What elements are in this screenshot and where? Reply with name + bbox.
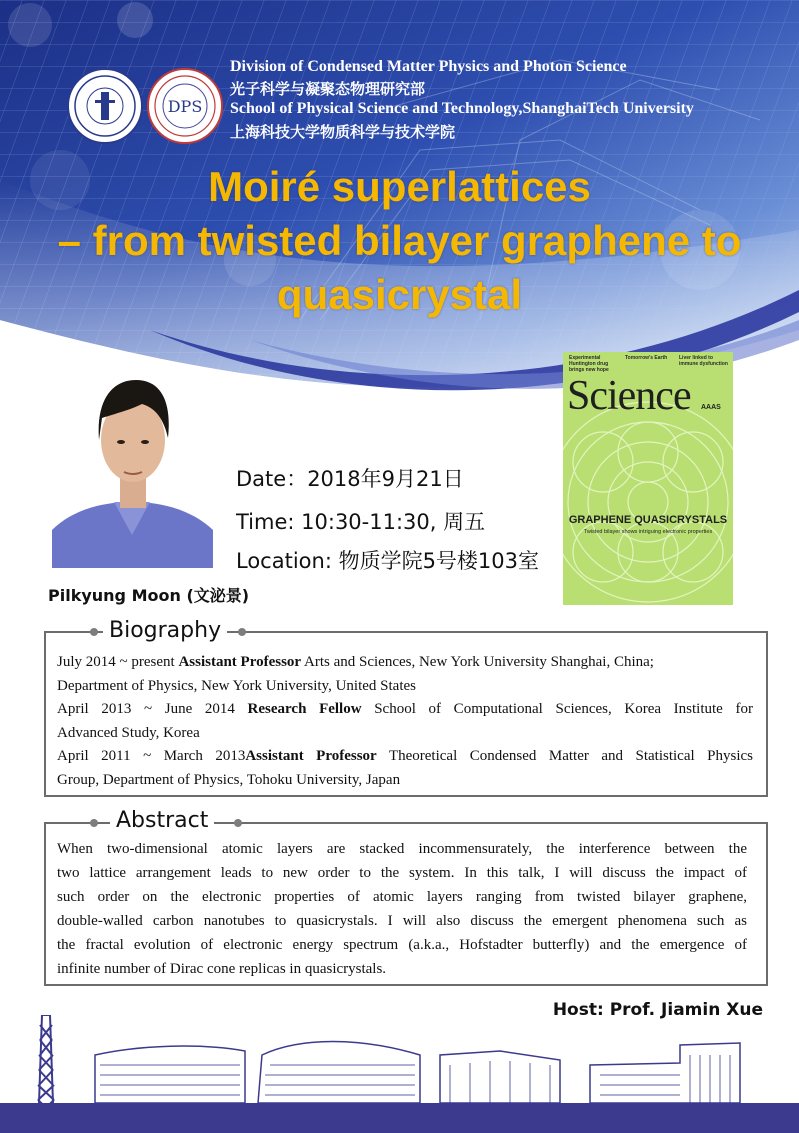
abstract-dot-left bbox=[90, 819, 98, 827]
division-name-cn: 光子科学与凝聚态物理研究部 bbox=[230, 80, 426, 98]
cover-headline: GRAPHENE QUASICRYSTALS bbox=[568, 514, 728, 526]
bio-line-4: Advanced Study, Korea bbox=[57, 724, 200, 741]
abstract-content bbox=[57, 837, 747, 981]
cover-masthead: Science bbox=[567, 373, 691, 419]
abstract-line-2: two lattice arrangement leads to new order to the system. In this talk, I will discuss the impact of bbox=[57, 865, 747, 881]
bio-line-2: Department of Physics, New York University, United States bbox=[57, 677, 416, 694]
speaker-name: Pilkyung Moon (文泌景) bbox=[48, 586, 250, 605]
speaker-photo bbox=[52, 370, 213, 568]
bio-line-5: April 2011 ~ March 2013Assistant Professor Theoretical Condensed Matter and Statistical Physics bbox=[57, 748, 753, 764]
abstract-line-3: such order on the electronic properties of atomic layers ranging from twisted bilayer graphene, bbox=[57, 889, 747, 905]
cover-aaas: AAAS bbox=[701, 404, 721, 411]
bio-line-6: Group, Department of Physics, Tohoku University, Japan bbox=[57, 771, 401, 788]
shanghaitech-logo bbox=[67, 68, 143, 144]
bio-line-3: April 2013 ~ June 2014 Research Fellow School of Computational Sciences, Korea Institute for bbox=[57, 701, 753, 717]
biography-dot-right bbox=[238, 628, 246, 636]
abstract-line-1: When two-dimensional atomic layers are stacked incommensurately, the interference between the bbox=[57, 841, 747, 857]
event-time: Time: 10:30-11:30, 周五 bbox=[236, 510, 486, 534]
school-name-cn: 上海科技大学物质科学与技术学院 bbox=[230, 123, 456, 141]
abstract-dot-right bbox=[234, 819, 242, 827]
talk-title bbox=[0, 160, 799, 322]
campus-skyline bbox=[0, 1015, 799, 1133]
biography-dot-left bbox=[90, 628, 98, 636]
abstract-line-6: infinite number of Dirac cone replicas in quasicrystals. bbox=[57, 961, 387, 977]
bio-line-1: July 2014 ~ present Assistant Professor Arts and Sciences, New York University Shanghai, China; bbox=[57, 654, 654, 670]
division-name-en: Division of Condensed Matter Physics and Photon Science bbox=[230, 58, 627, 75]
event-date: Date：2018年9月21日 bbox=[236, 467, 464, 491]
cover-subhead: Twisted bilayer shows intriguing electronic properties bbox=[583, 529, 713, 535]
talk-title-line-2: – from twisted bilayer graphene to bbox=[57, 217, 742, 264]
host-name: Host: Prof. Jiamin Xue bbox=[552, 1000, 763, 1020]
biography-content bbox=[57, 651, 753, 792]
school-name-en: School of Physical Science and Technology,ShanghaiTech University bbox=[230, 100, 694, 117]
talk-title-line-1: Moiré superlattices bbox=[208, 163, 591, 210]
science-cover bbox=[563, 352, 733, 605]
biography-heading: Biography bbox=[103, 618, 227, 643]
talk-title-line-3: quasicrystal bbox=[276, 271, 523, 318]
dps-logo-text: DPS bbox=[167, 97, 203, 116]
dps-logo bbox=[147, 68, 223, 144]
cover-teaser-3: Liver linked to immune dysfunction bbox=[679, 355, 728, 367]
abstract-heading: Abstract bbox=[110, 808, 214, 833]
abstract-line-4: double-walled carbon nanotubes to quasicrystals. I will also discuss the emergent phenomena such as bbox=[57, 913, 747, 929]
cover-teaser-2: Tomorrow's Earth bbox=[625, 355, 668, 361]
event-location: Location: 物质学院5号楼103室 bbox=[236, 549, 540, 573]
cover-teaser-1: Experimental Huntington drug brings new hope bbox=[569, 355, 609, 373]
abstract-line-5: the fractal evolution of electronic energy spectrum (a.k.a., Hofstadter butterfly) and the emergence of bbox=[57, 937, 747, 953]
